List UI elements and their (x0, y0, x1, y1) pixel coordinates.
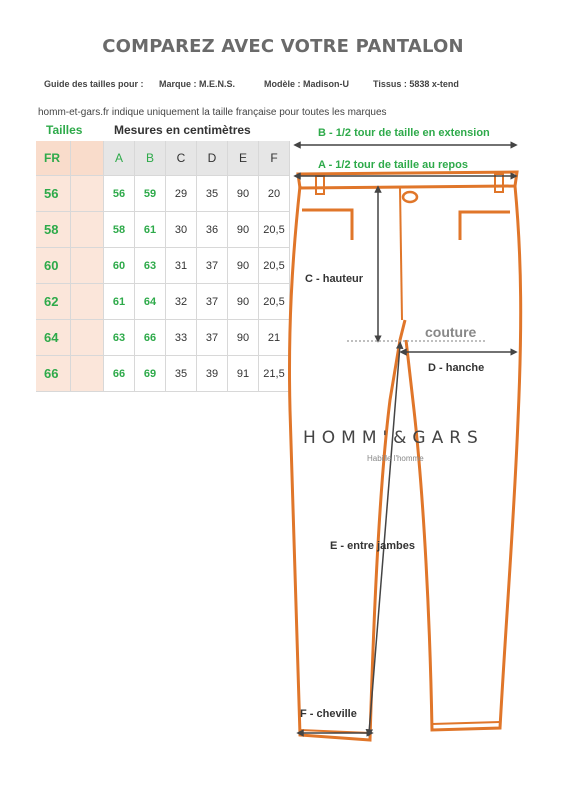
cell-a: 58 (104, 212, 135, 248)
pants-waistband (298, 172, 517, 188)
cuff-right (432, 722, 500, 724)
d-label: D - hanche (428, 362, 485, 374)
header-a: A (104, 141, 135, 176)
cell-b: 61 (135, 212, 166, 248)
cell-f: 21,5 (259, 356, 290, 392)
guide-marque: Marque : M.E.N.S. (159, 79, 236, 89)
a-label: A - 1/2 tour de taille au repos (318, 159, 468, 171)
cell-c: 29 (166, 176, 197, 212)
cell-f: 20 (259, 176, 290, 212)
cell-e: 90 (228, 176, 259, 212)
header-fr: FR (36, 141, 71, 176)
cell-a: 60 (104, 248, 135, 284)
cell-fr: 56 (36, 176, 71, 212)
cell-c: 33 (166, 320, 197, 356)
cell-b: 64 (135, 284, 166, 320)
e-label: E - entre jambes (330, 540, 415, 552)
tailles-label: Tailles (46, 123, 83, 137)
cell-a: 61 (104, 284, 135, 320)
header-b: B (135, 141, 166, 176)
header-c: C (166, 141, 197, 176)
button-icon (403, 192, 417, 202)
cell-d: 37 (197, 320, 228, 356)
brand-logo: HOMM'&GARS (303, 428, 484, 448)
cell-fr: 64 (36, 320, 71, 356)
header-f: F (259, 141, 290, 176)
guide-tissus: Tissus : 5838 x-tend (373, 79, 459, 89)
cell-f: 20,5 (259, 284, 290, 320)
size-note: homm-et-gars.fr indique uniquement la taille française pour toutes les marques (38, 107, 387, 118)
header-e: E (228, 141, 259, 176)
cell-a: 63 (104, 320, 135, 356)
cell-b: 69 (135, 356, 166, 392)
cell-c: 30 (166, 212, 197, 248)
cell-fr: 66 (36, 356, 71, 392)
guide-modele: Modèle : Madison-U (264, 79, 349, 89)
cell-a: 56 (104, 176, 135, 212)
cell-d: 37 (197, 284, 228, 320)
pocket-right (460, 212, 510, 240)
cell-fr: 58 (36, 212, 71, 248)
cell-c: 35 (166, 356, 197, 392)
cell-c: 31 (166, 248, 197, 284)
cell-fr: 62 (36, 284, 71, 320)
cell-e: 90 (228, 284, 259, 320)
cell-b: 63 (135, 248, 166, 284)
cell-d: 36 (197, 212, 228, 248)
cell-f: 20,5 (259, 212, 290, 248)
cell-e: 91 (228, 356, 259, 392)
cell-f: 21 (259, 320, 290, 356)
pants-left-leg-outline (289, 186, 405, 740)
cell-e: 90 (228, 320, 259, 356)
f-label: F - cheville (300, 708, 357, 720)
mesures-label: Mesures en centimètres (114, 123, 251, 137)
cell-e: 90 (228, 248, 259, 284)
cell-e: 90 (228, 212, 259, 248)
c-label: C - hauteur (305, 273, 364, 285)
header-d: D (197, 141, 228, 176)
pants-fly (400, 188, 402, 320)
cell-a: 66 (104, 356, 135, 392)
cell-fr: 60 (36, 248, 71, 284)
pocket-left (302, 210, 352, 240)
couture-label: couture (425, 324, 477, 340)
cell-d: 39 (197, 356, 228, 392)
e-measure-arrow (369, 345, 400, 733)
b-label: B - 1/2 tour de taille en extension (318, 127, 490, 139)
brand-tagline: Habille l'homme (367, 454, 424, 463)
cell-d: 35 (197, 176, 228, 212)
belt-loop-icon (316, 176, 324, 194)
cell-d: 37 (197, 248, 228, 284)
guide-label: Guide des tailles pour : (44, 79, 144, 89)
cell-b: 59 (135, 176, 166, 212)
cell-c: 32 (166, 284, 197, 320)
cell-f: 20,5 (259, 248, 290, 284)
page-title: COMPAREZ AVEC VOTRE PANTALON (102, 36, 464, 57)
cell-b: 66 (135, 320, 166, 356)
